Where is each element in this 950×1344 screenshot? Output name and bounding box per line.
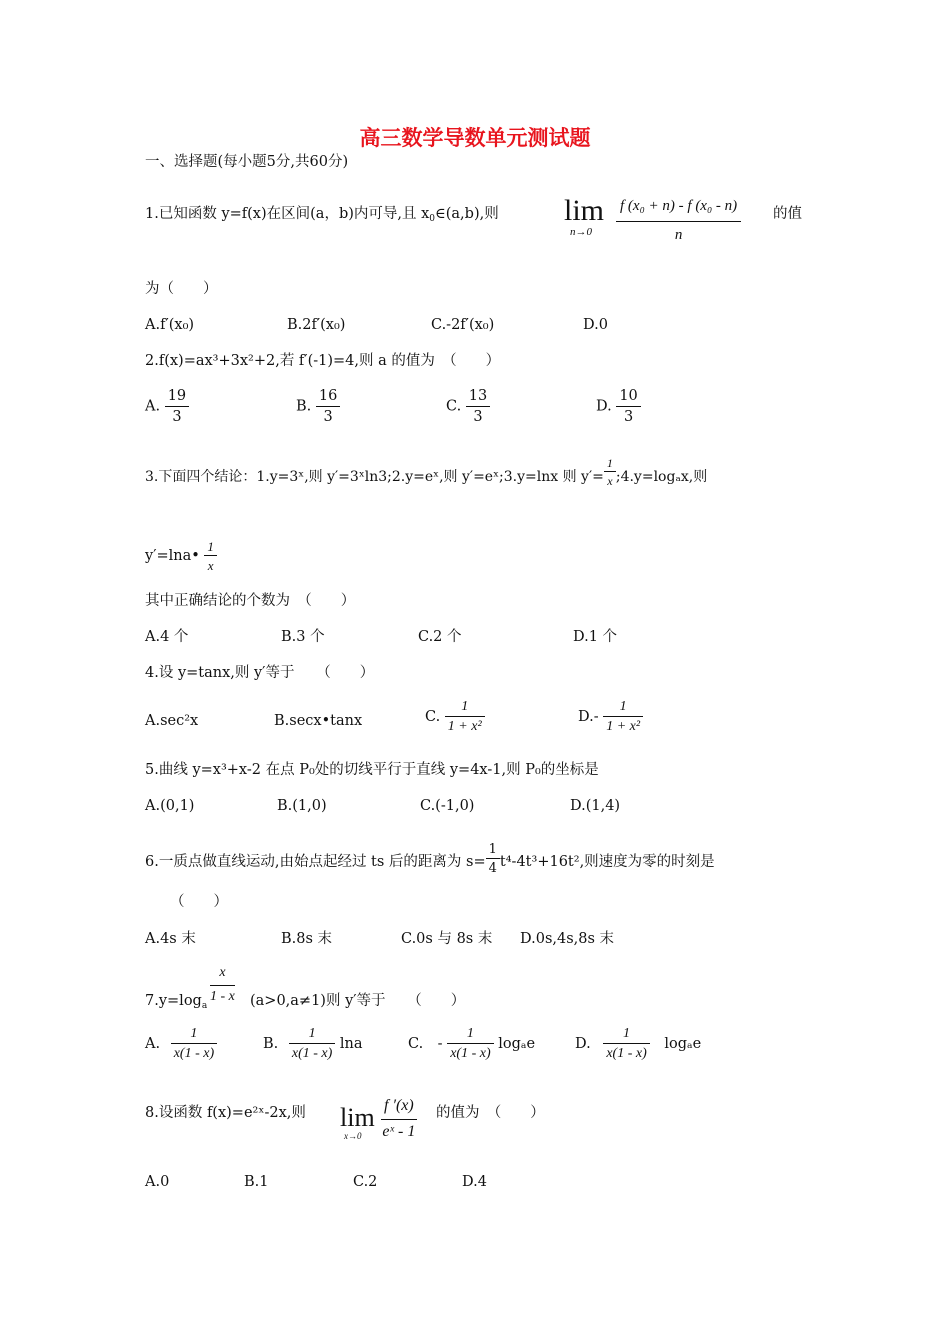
question-4-stem: 4.设 y=tanx,则 y′等于 （ ） [145, 665, 375, 681]
question-5-stem: 5.曲线 y=x³+x-2 在点 P₀处的切线平行于直线 y=4x-1,则 P₀的坐标是 [145, 762, 599, 778]
q4-option-d: D.- $\frac{1}{\text{1 + x²}}$ [578, 700, 643, 734]
question-1-limit: lim n→0 [564, 194, 605, 238]
question-8-limit: lim x→0 [340, 1103, 375, 1141]
q6-option-d: D.0s,4s,8s 末 [520, 931, 615, 947]
q7-option-b: B. $\frac{1}{x(1 - x)}$ lna [263, 1026, 363, 1061]
q2-option-a: A. $\frac{19}{3}$ [145, 389, 189, 424]
question-8-fraction: f ′(x) eˣ - 1 [382, 1097, 416, 1140]
q6-option-a: A.4s 末 [145, 931, 196, 947]
question-1-suffix: 的值 [773, 206, 802, 222]
question-7-stem: $7.y=\log_a$ [145, 993, 208, 1011]
q7-option-d: D. $\frac{1}{x(1 - x)}$ logₐe [575, 1026, 702, 1061]
question-8-tail: 的值为 （ ） [436, 1105, 545, 1121]
q7-option-c: C. - $\frac{1}{x(1 - x)}$ logₐe [408, 1026, 536, 1061]
q2-option-b: B. $\frac{16}{3}$ [296, 389, 340, 424]
question-8-stem: 8.设函数 f(x)=e²ˣ-2x,则 [145, 1105, 306, 1121]
q5-option-d: D.(1,4) [570, 798, 621, 814]
q6-option-c: C.0s 与 8s 末 [401, 931, 493, 947]
question-1-fraction: f (x₀ + n) - f (x₀ - n) n [616, 198, 741, 244]
q4-option-c: C. $\frac{1}{\text{1 + x²}}$ [425, 700, 485, 734]
question-1-cont: 为（ ） [145, 281, 218, 297]
question-2-stem: 2.f(x)=ax³+3x²+2,若 f′(-1)=4,则 a 的值为 （ ） [145, 353, 501, 369]
q2-option-d: D. $\frac{10}{3}$ [596, 389, 641, 424]
q5-option-b: B.(1,0) [277, 798, 327, 814]
q8-option-a: A.0 [145, 1174, 170, 1190]
q8-option-b: B.1 [244, 1174, 269, 1190]
q5-option-a: A.(0,1) [145, 798, 195, 814]
q3-option-b: B.3 个 [281, 629, 325, 645]
q7-option-a: A. $\frac{1}{x(1 - x)}$ [145, 1027, 217, 1061]
question-3-stem: 3.下面四个结论：1.y=3ˣ,则 y′=3ˣln3;2.y=eˣ,则 y′=eˣ;3.y=lnx 则 y′= $\frac{1}{x}$ ;4.y=logₐx,则 [145, 456, 708, 488]
question-6-cont: （ ） [170, 894, 228, 910]
q1-option-b: B.2f′(x₀) [287, 317, 346, 333]
q3-option-c: C.2 个 [418, 629, 462, 645]
question-3-ask: 其中正确结论的个数为 （ ） [145, 593, 356, 609]
q8-option-c: C.2 [353, 1174, 378, 1190]
q3-option-d: D.1 个 [573, 629, 618, 645]
question-7-fraction: x 1 - x [210, 965, 235, 1004]
q3-option-a: A.4 个 [145, 629, 189, 645]
question-6-stem: 6.一质点做直线运动,由始点起经过 ts 后的距离为 s= $\frac{1}{4}$ t⁴-4t³+16t²,则速度为零的时刻是 [145, 842, 715, 876]
q4-option-b: B.secx•tanx [274, 713, 363, 729]
q5-option-c: C.(-1,0) [420, 798, 475, 814]
q2-option-c: C. $\frac{13}{3}$ [446, 389, 490, 424]
q6-option-b: B.8s 末 [281, 931, 333, 947]
q1-option-c: C.-2f′(x₀) [431, 317, 495, 333]
q8-option-d: D.4 [462, 1174, 487, 1190]
question-1-stem: 1.已知函数 y=f(x)在区间(a，b)内可导,且 $x_0\in(a,b)$,则 [145, 206, 499, 224]
q1-option-d: D.0 [583, 317, 608, 333]
section-heading: 一、选择题(每小题5分,共60分) [145, 154, 349, 170]
page-title: 高三数学导数单元测试题 [359, 125, 591, 150]
q4-option-a: A.sec²x [145, 713, 199, 729]
question-3-cont: y′=lna• $\frac{1}{x}$ [145, 540, 217, 572]
q1-option-a: A.f′(x₀) [145, 317, 195, 333]
question-7-tail: (a>0,a≠1)则 y′等于 （ ） [250, 993, 466, 1009]
